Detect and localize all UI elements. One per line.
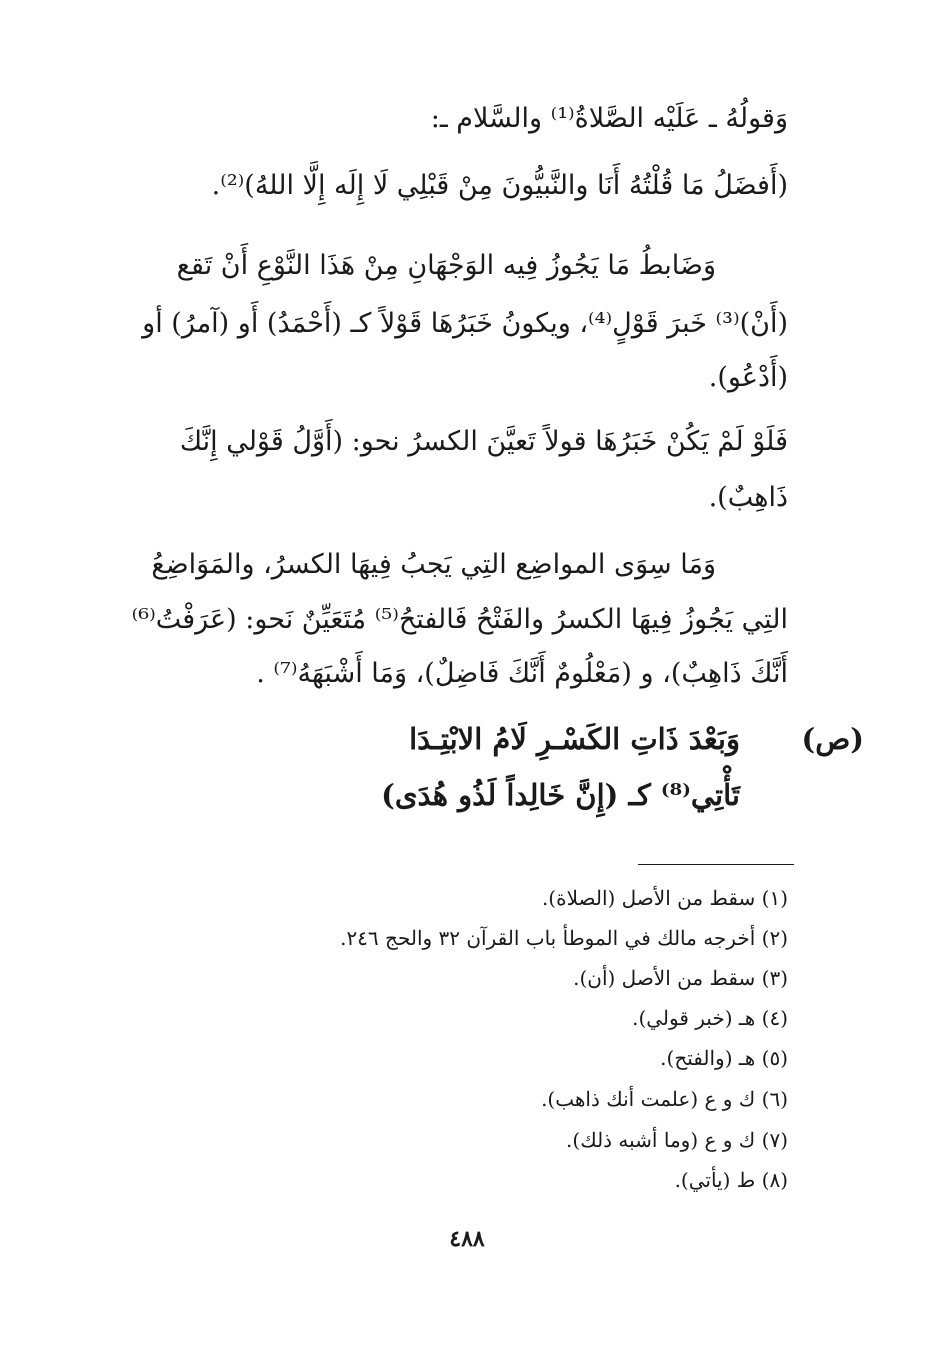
footnote-7: (٧) ك و ع (وما أشبه ذلك). <box>566 1128 788 1152</box>
body-line-5: (أَدْعُو). <box>708 362 788 393</box>
footnote-4: (٤) هـ (خبر قولي). <box>632 1006 788 1030</box>
body-line-9: التِي يَجُوزُ فِيهَا الكسرُ والفَتْحُ فَالفتحُ⁽⁵⁾ مُتَعَيِّنٌ نَحو: (عَرَفْتُ⁽⁶⁾ <box>131 604 788 635</box>
body-line-10: أَنَّكَ ذَاهِبٌ)، و (مَعْلُومٌ أَنَّكَ فَاضِلٌ)، وَمَا أَشْبَهَهُ⁽⁷⁾ . <box>256 658 788 689</box>
body-line-4: (أَنْ)⁽³⁾ خَبرَ قَوْلٍ⁽⁴⁾، ويكونُ خَبَرُهَا قَوْلاً كـ (أَحْمَدُ) أَو (آمرُ) أو <box>142 308 788 339</box>
footnote-8: (٨) ط (يأتي). <box>674 1168 788 1192</box>
verse-hemistich-2: تَأْتِي⁽⁸⁾ كـ (إِنَّ خَالِداً لَذُو هُدَى) <box>381 778 740 812</box>
footnote-3: (٣) سقط من الأصل (أن). <box>573 966 788 990</box>
body-line-3: وَضَابطُ مَا يَجُوزُ فِيه الوَجْهَانِ مِنْ هَذَا النَّوْعِ أَنْ تَقع <box>176 250 716 281</box>
page-number: ٤٨٨ <box>449 1226 485 1252</box>
body-line-1: وَقولُهُ ـ عَلَيْه الصَّلاةُ⁽¹⁾ والسَّلام ـ: <box>430 103 788 134</box>
footnote-1: (١) سقط من الأصل (الصلاة). <box>541 886 788 910</box>
verse-label: (ص) <box>801 722 864 756</box>
body-line-7: ذَاهِبٌ). <box>708 482 788 513</box>
footnote-2: (٢) أخرجه مالك في الموطأ باب القرآن ٣٢ والحج ٢٤٦. <box>340 926 788 950</box>
footnote-6: (٦) ك و ع (علمت أنك ذاهب). <box>541 1087 788 1111</box>
body-line-2: (أَفضَلُ مَا قُلْتُهُ أَنَا والنَّبيُّونَ مِنْ قَبْلِي لَا إِلَه إِلَّا اللهُ)⁽²⁾. <box>211 170 788 201</box>
body-line-6: فَلَوْ لَمْ يَكُنْ خَبَرُهَا قولاً تَعيَّنَ الكسرُ نحو: (أَوَّلُ قَوْلي إِنَّكَ <box>179 426 788 457</box>
footnote-5: (٥) هـ (والفتح). <box>660 1046 788 1070</box>
body-line-8: وَمَا سِوَى المواضِع التِي يَجبُ فِيهَا الكسرُ، والمَوَاضِعُ <box>151 549 716 580</box>
footnote-separator <box>638 864 794 865</box>
verse-hemistich-1: وَبَعْدَ ذَاتِ الكَسْـرِ لَامُ الابْتِـدَا <box>409 722 740 756</box>
